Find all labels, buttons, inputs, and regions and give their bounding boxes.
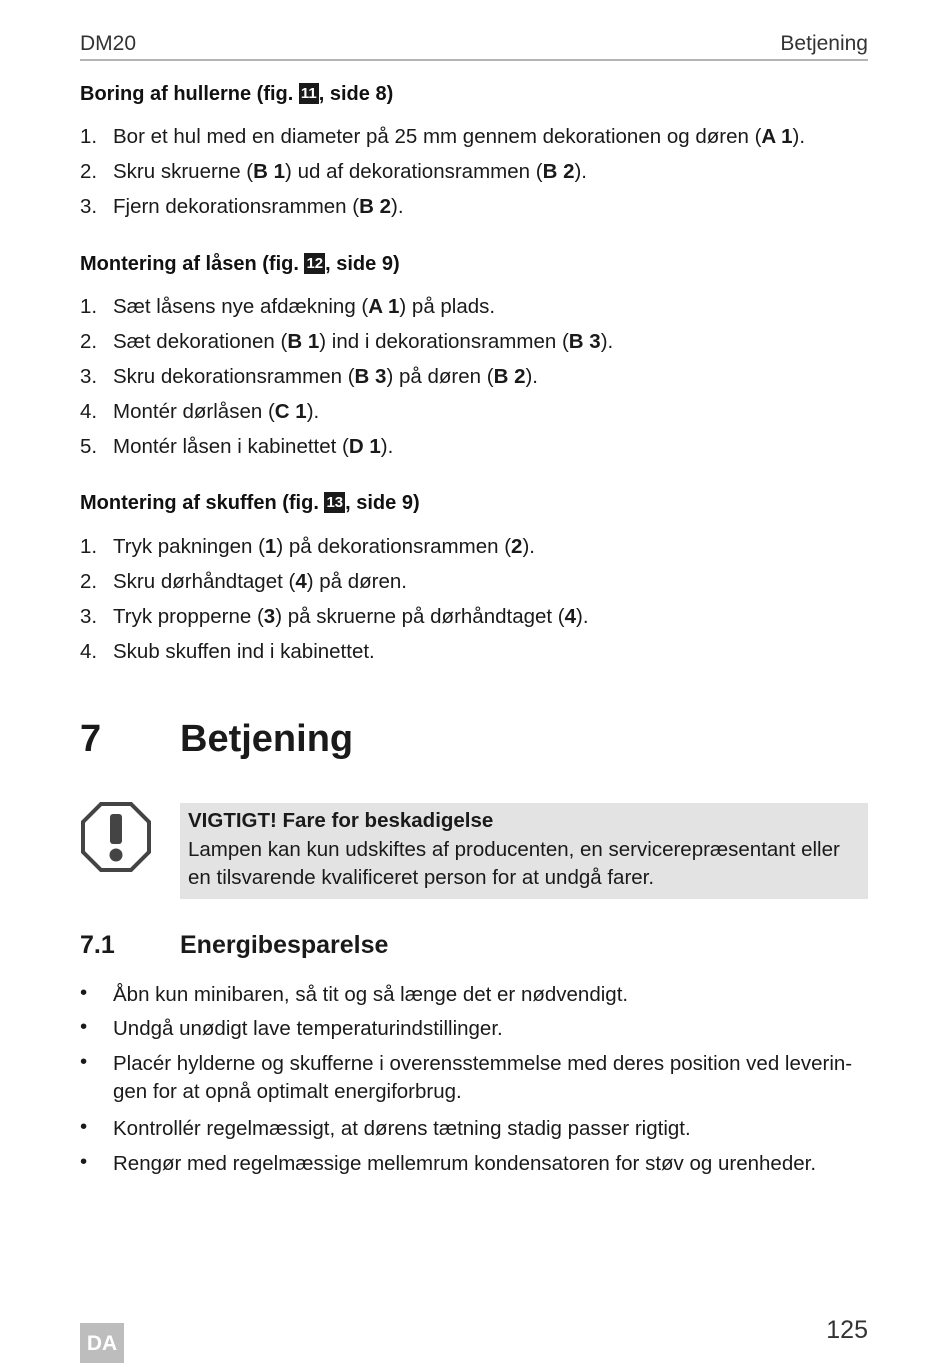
subheading-text: Montering af skuffen (fig. — [80, 492, 325, 514]
section-title: Energibesparelse — [180, 931, 389, 959]
figure-ref-badge: 13 — [326, 494, 344, 511]
step-text: Tryk pakningen (1) på dekorationsrammen (2). — [113, 535, 535, 558]
step-number: 1. — [80, 295, 98, 318]
warning-exclamation-icon — [80, 801, 152, 873]
step-number: 1. — [80, 535, 98, 558]
step-text: Montér dørlåsen (C 1). — [113, 400, 320, 423]
step-text: Tryk propperne (3) på skruerne på dørhåndtaget (4). — [113, 605, 589, 628]
bullet-icon: • — [80, 981, 88, 1004]
subheading-drawer-mounting — [80, 492, 420, 515]
step-text: Fjern dekorationsrammen (B 2). — [113, 195, 404, 218]
step-number: 2. — [80, 570, 98, 593]
subheading-drilling — [80, 83, 393, 106]
step-number: 3. — [80, 605, 98, 628]
step-number: 3. — [80, 365, 98, 388]
subheading-text: , side 9) — [345, 492, 420, 514]
notice-title: VIGTIGT! Fare for beskadigelse — [188, 809, 494, 832]
step-number: 2. — [80, 160, 98, 183]
subheading-text: Montering af låsen (fig. — [80, 253, 305, 275]
notice-body: Lampen kan kun udskiftes af producenten, en servicerepræsentant eller en tilsvarende kvalificeret person for at undgå farer. — [188, 838, 840, 889]
step-number: 1. — [80, 125, 98, 148]
step-text: Skru dekorationsrammen (B 3) på døren (B 2). — [113, 365, 538, 388]
chapter-number: 7 — [80, 718, 102, 760]
step-text: Bor et hul med en diameter på 25 mm gennem dekorationen og døren (A 1). — [113, 125, 806, 148]
step-text: Skru dørhåndtaget (4) på døren. — [113, 570, 408, 593]
step-text: Sæt låsens nye afdækning (A 1) på plads. — [113, 295, 496, 318]
list-item-text: Kontrollér regelmæssigt, at dørens tætning stadig passer rigtigt. — [113, 1117, 691, 1140]
running-header-chapter: Betjening — [780, 32, 868, 55]
step-text: Sæt dekorationen (B 1) ind i dekorationsrammen (B 3). — [113, 330, 614, 353]
page-number: 125 — [826, 1316, 868, 1344]
list-item-text: Åbn kun minibaren, så tit og så længe det er nødvendigt. — [113, 983, 629, 1006]
step-number: 4. — [80, 400, 98, 423]
list-item-text: Placér hylderne og skufferne i overensstemmelse med deres position ved leverin-gen for at opnå optimalt energiforbrug. — [113, 1052, 853, 1103]
step-number: 3. — [80, 195, 98, 218]
language-tab: DA — [80, 1323, 124, 1363]
step-text: Skru skruerne (B 1) ud af dekorationsrammen (B 2). — [113, 160, 587, 183]
step-number: 5. — [80, 435, 98, 458]
step-number: 2. — [80, 330, 98, 353]
subheading-text: Boring af hullerne (fig. — [80, 83, 299, 105]
figure-ref-badge: 12 — [306, 255, 324, 272]
subheading-text: , side 8) — [318, 83, 394, 105]
step-number: 4. — [80, 640, 98, 663]
notice-box — [180, 803, 868, 899]
step-text: Skub skuffen ind i kabinettet. — [113, 640, 375, 663]
running-header-product: DM20 — [80, 32, 137, 55]
subheading-text: , side 9) — [325, 253, 400, 275]
section-number: 7.1 — [80, 931, 115, 959]
bullet-icon: • — [80, 1150, 88, 1173]
subheading-lock-mounting — [80, 253, 400, 276]
header-divider — [80, 59, 868, 61]
list-item-text: Rengør med regelmæssige mellemrum kondensatoren for støv og urenheder. — [113, 1152, 817, 1175]
bullet-icon: • — [80, 1115, 88, 1138]
bullet-icon: • — [80, 1050, 88, 1073]
figure-ref-badge: 11 — [300, 85, 317, 102]
list-item-text: Undgå unødigt lave temperaturindstillinger. — [113, 1017, 503, 1040]
chapter-title: Betjening — [180, 718, 354, 760]
step-text: Montér låsen i kabinettet (D 1). — [113, 435, 394, 458]
bullet-icon: • — [80, 1015, 88, 1038]
